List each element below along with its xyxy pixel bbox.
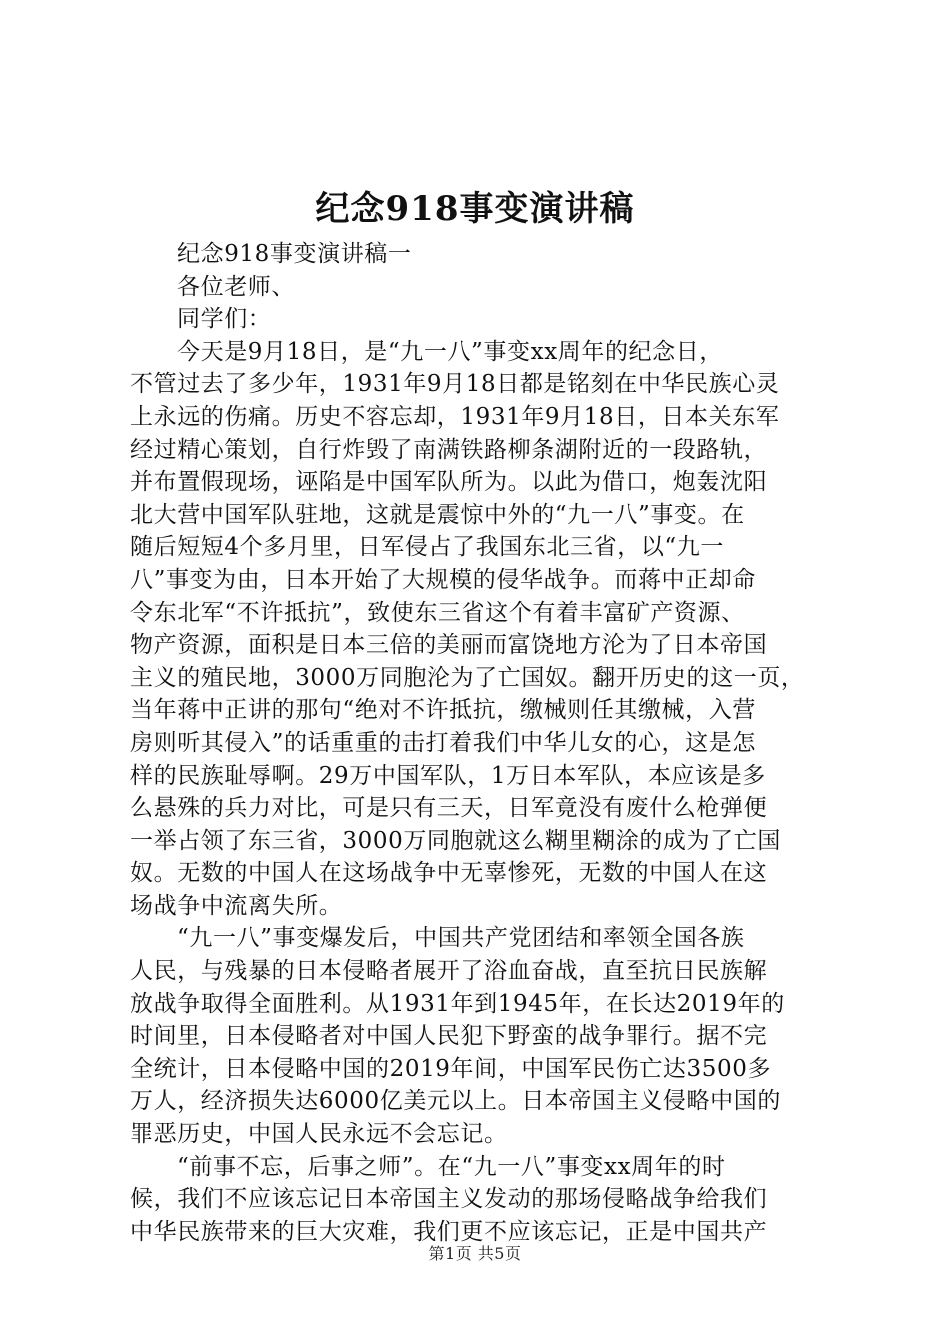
body-line: 当年蒋中正讲的那句“绝对不许抵抗，缴械则任其缴械，入营 (130, 697, 756, 724)
body-line: 万人，经济损失达6000亿美元以上。日本帝国主义侵略中国的 (130, 1088, 781, 1115)
body-line: 样的民族耻辱啊。29万中国军队，1万日本军队，本应该是多 (130, 762, 766, 789)
body-line: 并布置假现场，诬陷是中国军队所为。以此为借口，炮轰沈阳 (130, 469, 768, 496)
document-body (130, 238, 842, 1248)
body-line: 纪念918事变演讲稿一 (177, 241, 412, 267)
body-line: 中华民族带来的巨大灾难，我们更不应该忘记，正是中国共产 (130, 1218, 768, 1245)
body-line: 不管过去了多少年，1931年9月18日都是铭刻在中华民族心灵 (130, 371, 780, 398)
body-line: 时间里，日本侵略者对中国人民犯下野蛮的战争罪行。据不完 (130, 1023, 768, 1050)
body-line: 奴。无数的中国人在这场战争中无辜惨死，无数的中国人在这 (130, 860, 768, 887)
body-line: 主义的殖民地，3000万同胞沦为了亡国奴。翻开历史的这一页， (130, 664, 805, 691)
body-line: 随后短短4个多月里，日军侵占了我国东北三省，以“九一 (130, 534, 724, 561)
body-line: 北大营中国军队驻地，这就是震惊中外的“九一八”事变。在 (130, 501, 745, 528)
body-line: 各位老师、 (177, 273, 295, 300)
body-line: “九一八”事变爆发后，中国共产党团结和率领全国各族 (177, 925, 745, 952)
body-line: 上永远的伤痛。历史不容忘却，1931年9月18日，日本关东军 (130, 403, 780, 430)
body-line: 经过精心策划，自行炸毁了南满铁路柳条湖附近的一段路轨， (130, 436, 768, 463)
body-line: 么悬殊的兵力对比，可是只有三天，日军竟没有废什么枪弹便 (130, 795, 768, 822)
body-line: 同学们： (177, 306, 272, 333)
body-line: 八”事变为由，日本开始了大规模的侵华战争。而蒋中正却命 (130, 566, 756, 593)
body-line: 一举占领了东三省，3000万同胞就这么糊里糊涂的成为了亡国 (130, 827, 781, 854)
body-line: 全统计，日本侵略中国的2019年间，中国军民伤亡达3500多 (130, 1055, 772, 1082)
body-line: 人民，与残暴的日本侵略者展开了浴血奋战，直至抗日民族解 (130, 958, 768, 985)
page-footer: 第1页 共5页 (428, 1244, 522, 1263)
body-line: 场战争中流离失所。 (130, 892, 343, 919)
body-line: 今天是9月18日，是“九一八”事变xx周年的纪念日， (177, 338, 723, 365)
document-title: 纪念918事变演讲稿 (315, 189, 635, 229)
body-line: 候，我们不应该忘记日本帝国主义发动的那场侵略战争给我们 (130, 1186, 768, 1213)
body-line: 放战争取得全面胜利。从1931年到1945年，在长达2019年的 (130, 990, 785, 1017)
body-line: 罪恶历史，中国人民永远不会忘记。 (130, 1121, 508, 1148)
body-line: “前事不忘，后事之师”。在“九一八”事变xx周年的时 (177, 1153, 726, 1180)
body-line: 令东北军“不许抵抗”，致使东三省这个有着丰富矿产资源、 (130, 599, 745, 626)
body-line: 物产资源，面积是日本三倍的美丽而富饶地方沦为了日本帝国 (130, 632, 768, 659)
body-line: 房则听其侵入”的话重重的击打着我们中华儿女的心，这是怎 (130, 729, 756, 756)
